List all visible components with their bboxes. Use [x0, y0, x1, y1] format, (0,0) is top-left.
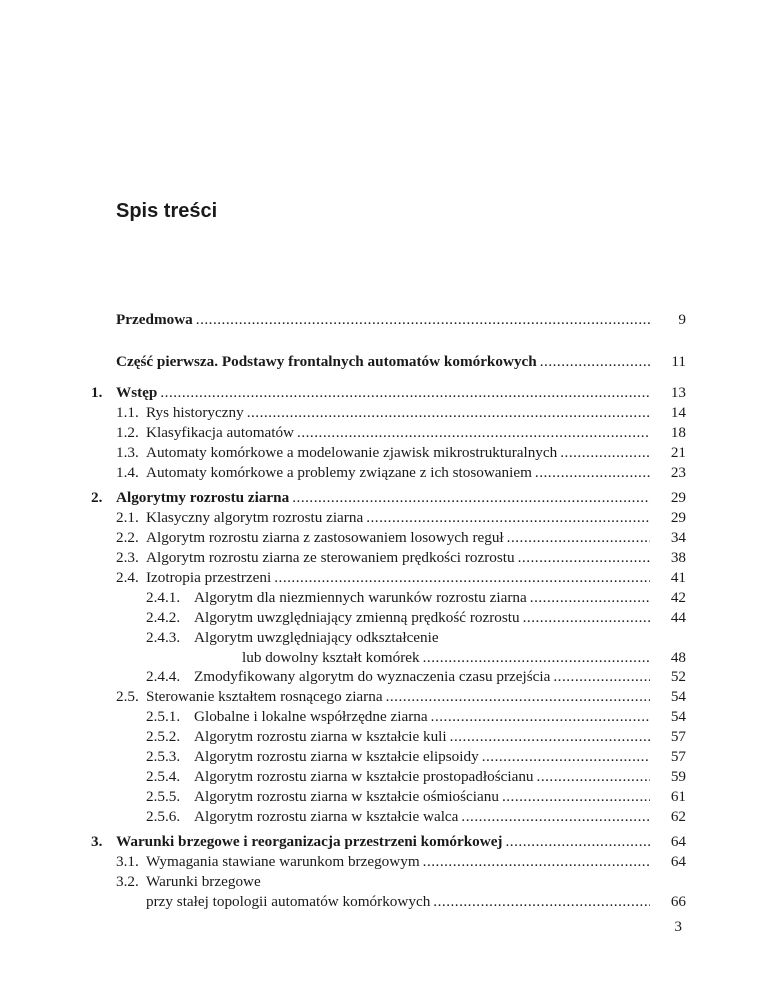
toc-entry — [0, 508, 768, 528]
toc-entry-number: 2.1. — [116, 509, 139, 526]
toc-entry — [0, 463, 768, 483]
toc-entry-page: 59 — [670, 768, 686, 785]
toc-entry-page: 42 — [670, 589, 686, 606]
toc-entry — [0, 383, 768, 403]
toc-entry-page: 29 — [670, 509, 686, 526]
toc-entry-title: Algorytmy rozrostu ziarna — [116, 489, 290, 506]
toc-entry-number: 2.5.1. — [146, 708, 181, 725]
toc-entry-number: 2.5. — [116, 688, 139, 705]
dot-leader — [502, 787, 650, 807]
toc-entry-page: 29 — [670, 489, 686, 506]
dot-leader — [507, 528, 650, 548]
toc-entry-number: 1.4. — [116, 464, 139, 481]
toc-entry-title: Warunki brzegowe — [146, 873, 261, 890]
dot-leader — [537, 767, 650, 787]
dot-leader — [247, 403, 650, 423]
toc-entry-title: Sterowanie kształtem rosnącego ziarna — [146, 688, 383, 705]
toc-entry — [0, 352, 768, 372]
toc-entry-page: 48 — [670, 649, 686, 666]
toc-entry — [0, 528, 768, 548]
dot-leader — [530, 588, 650, 608]
dot-leader — [386, 687, 650, 707]
toc-entry-page: 9 — [678, 311, 686, 328]
toc-entry — [0, 628, 768, 648]
toc-entry — [0, 608, 768, 628]
toc-entry — [0, 727, 768, 747]
toc-entry-page: 21 — [670, 444, 686, 461]
dot-leader — [450, 727, 650, 747]
toc-entry-page: 34 — [670, 529, 686, 546]
dot-leader — [433, 892, 650, 912]
toc-entry — [0, 588, 768, 608]
toc-entry-number: 2.4.4. — [146, 668, 181, 685]
dot-leader — [366, 508, 650, 528]
toc-entry-title: Wymagania stawiane warunkom brzegowym — [146, 853, 420, 870]
toc-entry-title: Klasyfikacja automatów — [146, 424, 295, 441]
toc-entry-title: Zmodyfikowany algorytm do wyznaczenia czasu przejścia — [194, 668, 551, 685]
page-title: Spis treści — [116, 200, 218, 222]
toc-entry — [0, 832, 768, 852]
toc-entry-page: 13 — [670, 384, 686, 401]
toc-entry-number: 2.4. — [116, 569, 139, 586]
dot-leader — [461, 807, 650, 827]
toc-entry-title: Wstęp — [116, 384, 158, 401]
toc-entry-title: Algorytm rozrostu ziarna w kształcie walca — [194, 808, 459, 825]
dot-leader — [160, 383, 650, 403]
toc-entry-title: Rys historyczny — [146, 404, 244, 421]
dot-leader — [274, 568, 650, 588]
toc-entry-number: 2.4.3. — [146, 629, 181, 646]
toc-entry-number: 2.4.1. — [146, 589, 181, 606]
toc-entry-page: 64 — [670, 853, 686, 870]
toc-entry-number: 2.5.6. — [146, 808, 181, 825]
toc-entry — [0, 667, 768, 687]
toc-entry-title: Algorytm uwzględniający zmienną prędkość rozrostu — [194, 609, 520, 626]
toc-entry-number: 1. — [91, 384, 103, 401]
dot-leader — [297, 423, 650, 443]
toc-entry — [0, 423, 768, 443]
toc-entry-page: 23 — [670, 464, 686, 481]
toc-entry-page: 64 — [670, 833, 686, 850]
toc-entry — [0, 548, 768, 568]
dot-leader — [423, 852, 650, 872]
dot-leader — [560, 443, 650, 463]
dot-leader — [423, 648, 650, 668]
toc-entry — [0, 648, 768, 668]
toc-entry-page: 66 — [670, 893, 686, 910]
toc-entry-number: 2.4.2. — [146, 609, 181, 626]
toc-entry-title: Automaty komórkowe a modelowanie zjawisk mikrostrukturalnych — [146, 444, 558, 461]
page-number: 3 — [674, 918, 682, 935]
toc-entry-number: 2.5.2. — [146, 728, 181, 745]
toc-entry-title: Algorytm dla niezmiennych warunków rozrostu ziarna — [194, 589, 527, 606]
toc-entry — [0, 568, 768, 588]
toc-entry — [0, 852, 768, 872]
toc-entry-title: Izotropia przestrzeni — [146, 569, 272, 586]
toc-entry — [0, 807, 768, 827]
toc-entry-number: 1.1. — [116, 404, 139, 421]
toc-entry-number: 2.2. — [116, 529, 139, 546]
toc-entry-page: 44 — [670, 609, 686, 626]
toc-entry-page: 41 — [670, 569, 686, 586]
dot-leader — [196, 310, 650, 330]
toc-entry — [0, 872, 768, 892]
toc-entry-title: Algorytm rozrostu ziarna w kształcie elipsoidy — [194, 748, 479, 765]
toc-entry-number: 3.1. — [116, 853, 139, 870]
toc-entry — [0, 707, 768, 727]
dot-leader — [431, 707, 650, 727]
toc-entry — [0, 403, 768, 423]
toc-entry — [0, 687, 768, 707]
toc-entry-page: 57 — [670, 748, 686, 765]
toc-entry-title: Algorytm rozrostu ziarna w kształcie ośmiościanu — [194, 788, 499, 805]
toc-entry-number: 2.5.5. — [146, 788, 181, 805]
toc-entry-page: 52 — [670, 668, 686, 685]
toc-entry-page: 11 — [671, 353, 686, 370]
toc-entry — [0, 443, 768, 463]
dot-leader — [506, 832, 651, 852]
toc-entry-title: Warunki brzegowe i reorganizacja przestrzeni komórkowej — [116, 833, 503, 850]
toc-entry-title: Algorytm rozrostu ziarna w kształcie kuli — [194, 728, 447, 745]
toc-entry-page: 54 — [670, 708, 686, 725]
toc-entry-number: 1.2. — [116, 424, 139, 441]
toc-entry-page: 61 — [670, 788, 686, 805]
toc-entry — [0, 747, 768, 767]
toc-entry-title: Przedmowa — [116, 311, 193, 328]
toc-entry-page: 62 — [670, 808, 686, 825]
dot-leader — [535, 463, 650, 483]
toc-entry-number: 2.5.3. — [146, 748, 181, 765]
toc-entry-number: 3. — [91, 833, 103, 850]
toc-entry-page: 18 — [670, 424, 686, 441]
dot-leader — [518, 548, 650, 568]
toc-entry — [0, 787, 768, 807]
toc-entry-title: Część pierwsza. Podstawy frontalnych automatów komórkowych — [116, 353, 537, 370]
toc-entry-title: Algorytm rozrostu ziarna ze sterowaniem prędkości rozrostu — [146, 549, 515, 566]
toc-entry-number: 3.2. — [116, 873, 139, 890]
dot-leader — [553, 667, 650, 687]
toc-entry-title: Algorytm rozrostu ziarna z zastosowaniem losowych reguł — [146, 529, 504, 546]
toc-entry-title: Automaty komórkowe a problemy związane z ich stosowaniem — [146, 464, 532, 481]
toc-entry-title: Globalne i lokalne współrzędne ziarna — [194, 708, 428, 725]
toc-entry — [0, 488, 768, 508]
toc-entry-page: 38 — [670, 549, 686, 566]
toc-entry-title: Klasyczny algorytm rozrostu ziarna — [146, 509, 364, 526]
toc-entry-title: Algorytm rozrostu ziarna w kształcie prostopadłościanu — [194, 768, 534, 785]
dot-leader — [523, 608, 650, 628]
toc-entry-number: 2.5.4. — [146, 768, 181, 785]
toc-entry-number: 2.3. — [116, 549, 139, 566]
toc-entry-title: przy stałej topologii automatów komórkowych — [146, 893, 431, 910]
toc-entry-number: 2. — [91, 489, 103, 506]
toc-entry — [0, 310, 768, 330]
toc-entry-number: 1.3. — [116, 444, 139, 461]
toc-entry — [0, 767, 768, 787]
dot-leader — [540, 352, 650, 372]
dot-leader — [482, 747, 650, 767]
toc-entry-page: 57 — [670, 728, 686, 745]
dot-leader — [292, 488, 650, 508]
toc-entry-page: 54 — [670, 688, 686, 705]
toc-entry — [0, 892, 768, 912]
toc-entry-title: lub dowolny kształt komórek — [242, 649, 420, 666]
toc-entry-page: 14 — [670, 404, 686, 421]
toc-entry-title: Algorytm uwzględniający odkształcenie — [194, 629, 439, 646]
